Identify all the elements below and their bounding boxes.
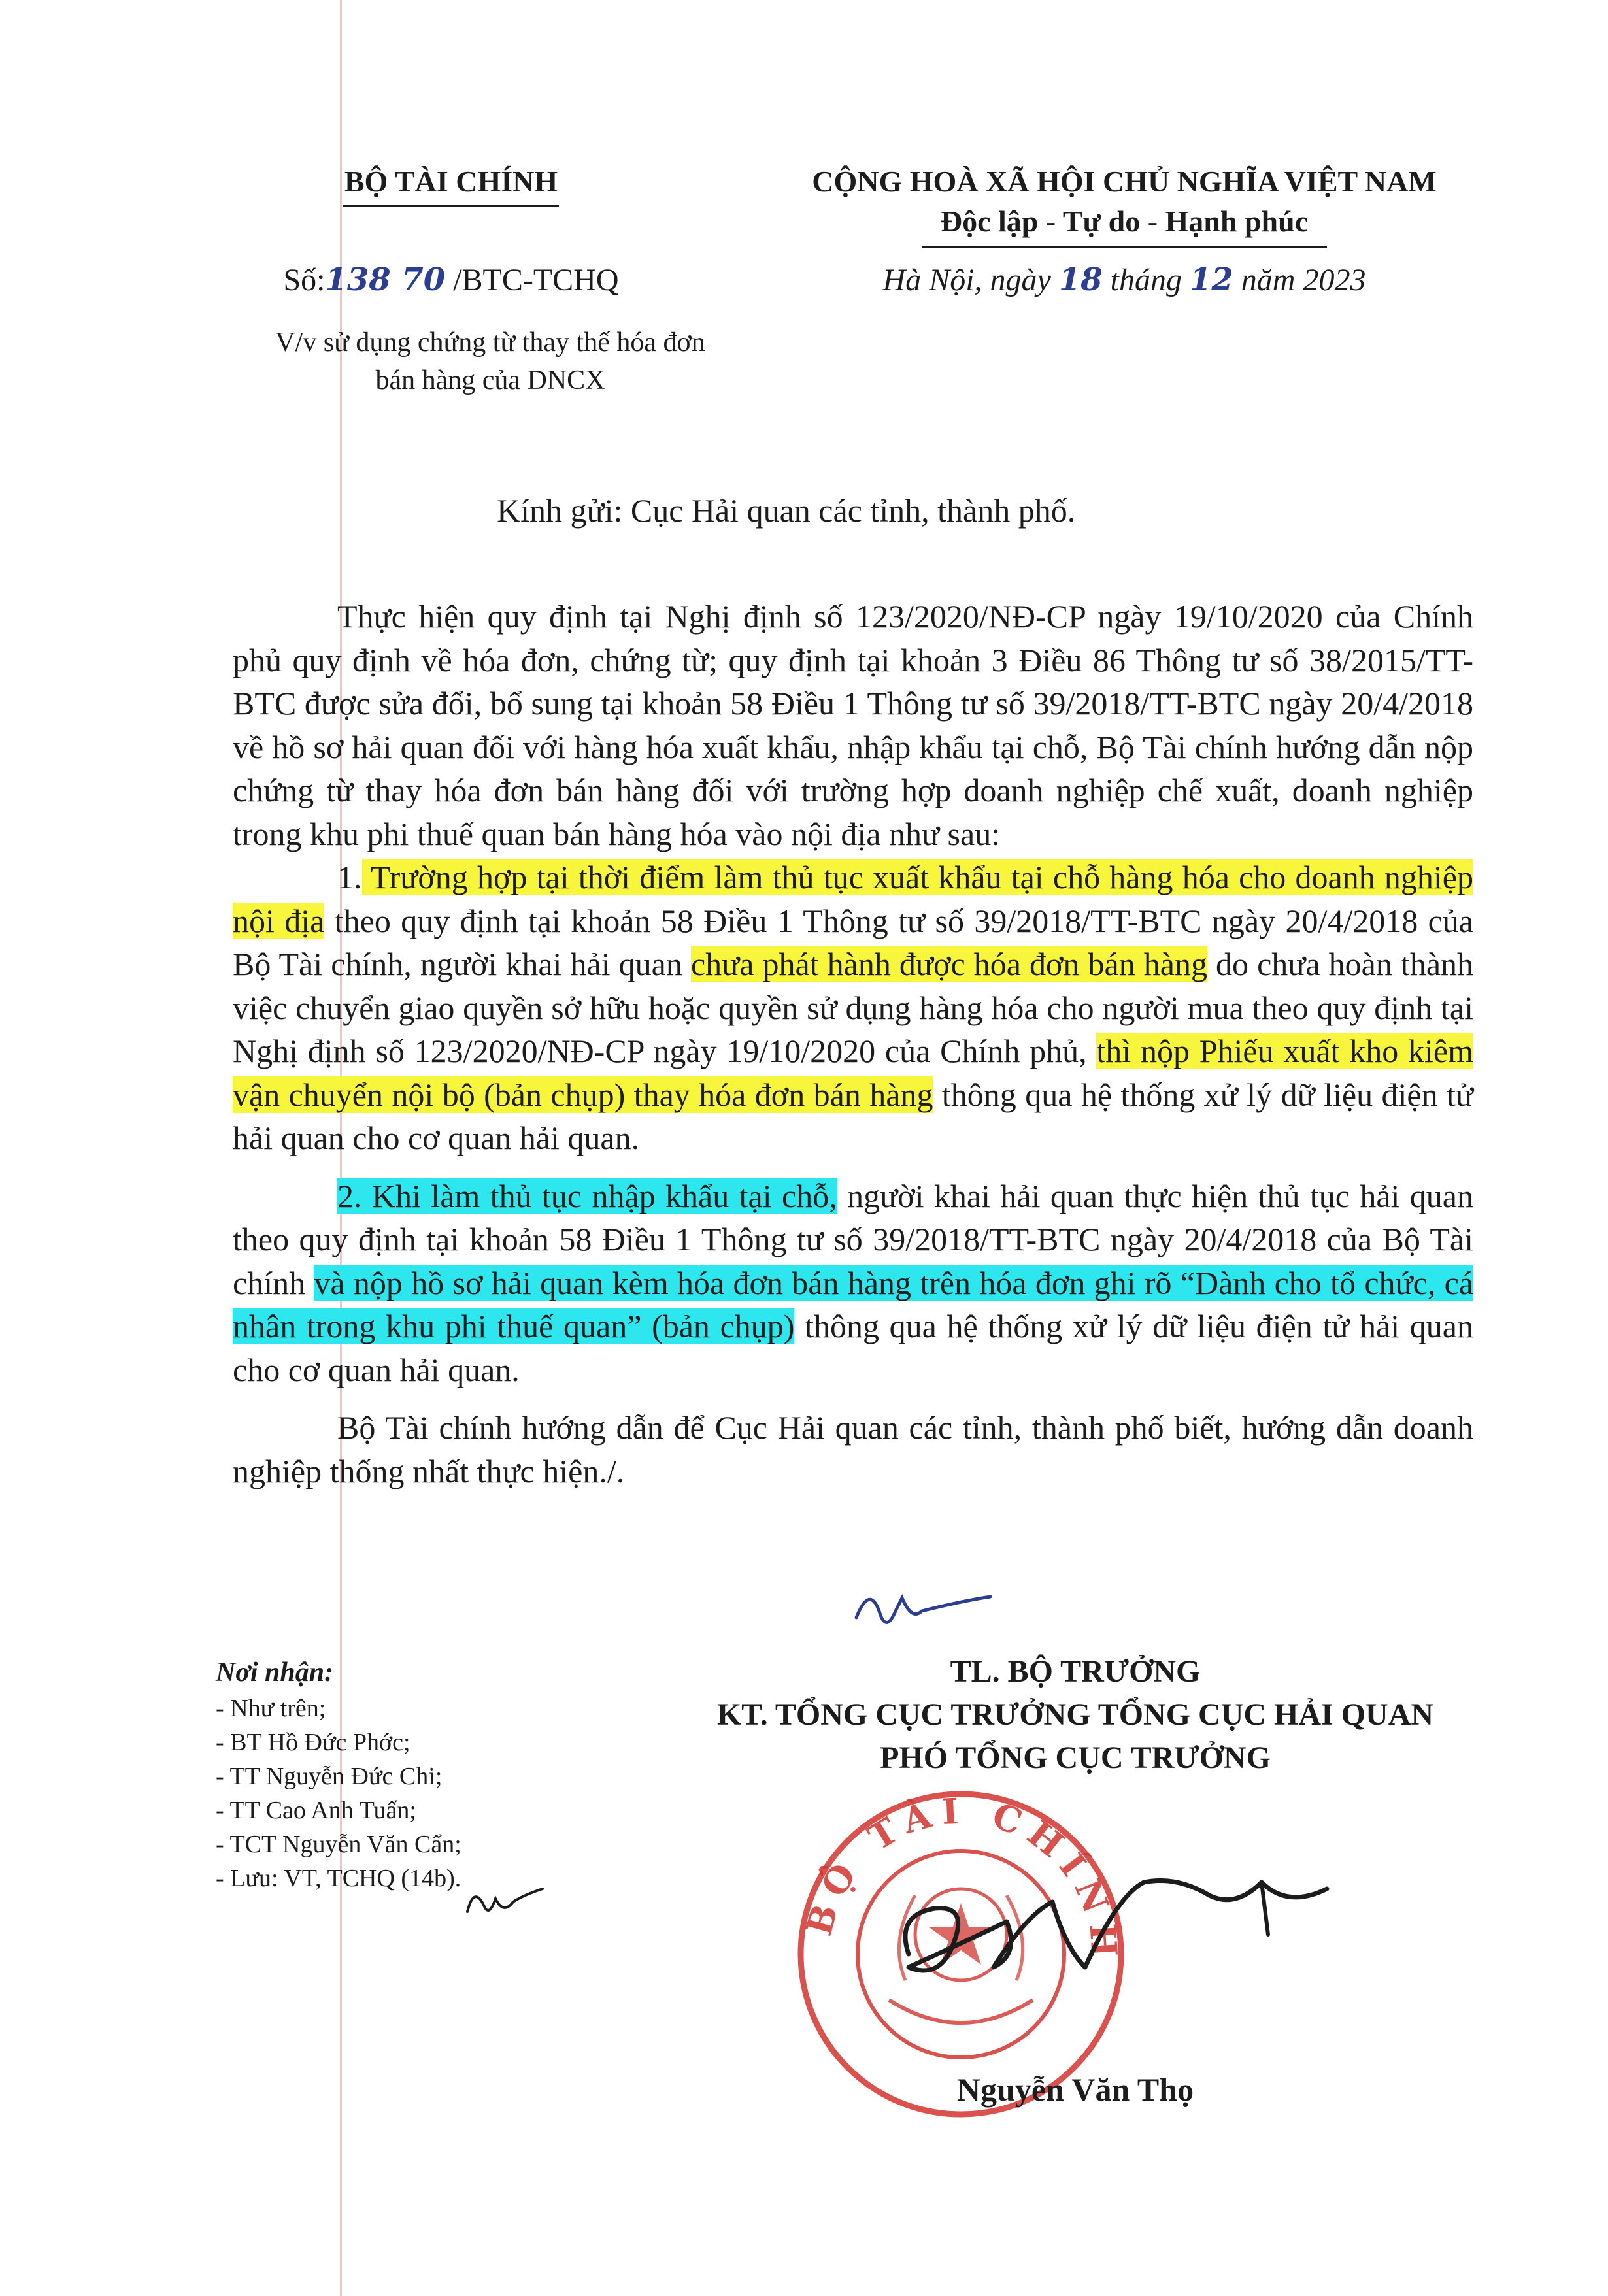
recipient-item: - TCT Nguyễn Văn Cẩn; <box>216 1831 461 1858</box>
p1-text-c: thông qua hệ thống xử lý dữ liệu điện tử hải quan cho cơ quan hải quan. <box>233 1076 1473 1156</box>
recipient-item: - Lưu: VT, TCHQ (14b). <box>216 1865 461 1892</box>
country-name: CỘNG HOÀ XÃ HỘI CHỦ NGHĨA VIỆT NAM <box>812 165 1437 198</box>
national-header <box>758 162 1490 248</box>
closing-paragraph: Bộ Tài chính hướng dẫn để Cục Hải quan các tỉnh, thành phố biết, hướng dẫn doanh nghiệp thống nhất thực hiện./. <box>233 1409 1473 1489</box>
place: Hà Nội, ngày <box>882 263 1059 297</box>
place-and-date <box>758 261 1490 298</box>
p1-number: 1. <box>337 859 362 895</box>
svg-text:BỘ TÀI CHÍNH: BỘ TÀI CHÍNH <box>797 1789 1126 1968</box>
issuer-header <box>235 162 667 207</box>
p2-highlight-a: 2. Khi làm thủ tục nhập khẩu tại chỗ, <box>337 1177 837 1214</box>
recipient-item: - BT Hồ Đức Phớc; <box>216 1729 410 1756</box>
handwritten-clerk-initial <box>458 1876 549 1928</box>
p1-highlight-b: chưa phát hành được hóa đơn bán hàng <box>690 946 1207 982</box>
header-underline-left <box>343 205 559 207</box>
paragraph-2 <box>233 1174 1473 1392</box>
p2-text-b: thông qua hệ thống xử lý dữ liệu điện tử hải quan cho cơ quan hải quan. <box>233 1308 1473 1388</box>
letter-body <box>233 595 1473 1493</box>
signer-name: Nguyễn Văn Thọ <box>956 2071 1194 2108</box>
year-label: năm 2023 <box>1233 263 1366 297</box>
recipient-item: - TT Nguyễn Đức Chi; <box>216 1763 443 1790</box>
handwritten-initial-mark <box>850 1572 994 1644</box>
addressee: Kính gửi: Cục Hải quan các tỉnh, thành phố. <box>497 492 1076 529</box>
header-underline-right <box>922 246 1327 248</box>
month-label: tháng <box>1102 263 1190 297</box>
handwritten-signature <box>869 1856 1340 2013</box>
doc-number-handwritten: 138 70 <box>325 261 446 298</box>
signature-block <box>641 1650 1510 1780</box>
intro-paragraph: Thực hiện quy định tại Nghị định số 123/2020/NĐ-CP ngày 19/10/2020 của Chính phủ quy định về hóa đơn, chứng từ; quy định tại khoản 3 Điều 86 Thông tư số 38/2015/TT-BTC được sửa đổi, bổ sung tại khoản 58 Điều 1 Thông tư số 39/2018/TT-BTC ngày 20/4/2018 về hồ sơ hải quan đối với hàng hóa xuất khẩu, nhập khẩu tại chỗ, Bộ Tài chính hướng dẫn nộp chứng từ thay hóa đơn bán hàng đối với trường hợp doanh nghiệp chế xuất, doanh nghiệp trong khu phi thuế quan bán hàng hóa vào nội địa như sau: <box>233 598 1473 852</box>
signer-title-1: TL. BỘ TRƯỞNG <box>950 1654 1201 1689</box>
recipients-title: Nơi nhận: <box>216 1657 334 1688</box>
doc-number-suffix: /BTC-TCHQ <box>445 263 619 297</box>
p1-text-a: theo quy định tại khoản 58 Điều 1 Thông tư số 39/2018/TT-BTC ngày 20/4/2018 của Bộ Tài chính, người khai hải quan <box>233 902 1473 982</box>
p1-highlight-c: thì nộp Phiếu xuất kho kiêm vận chuyển nội bộ (bản chụp) thay hóa đơn bán hàng <box>233 1033 1474 1113</box>
date-day: 18 <box>1058 261 1103 298</box>
document-number <box>235 261 667 298</box>
paragraph-1 <box>233 856 1473 1160</box>
recipient-item: - TT Cao Anh Tuấn; <box>216 1797 416 1824</box>
signer-title-2: KT. TỔNG CỤC TRƯỞNG TỔNG CỤC HẢI QUAN <box>716 1697 1434 1732</box>
p2-highlight-b: và nộp hồ sơ hải quan kèm hóa đơn bán hàng trên hóa đơn ghi rõ “Dành cho tổ chức, cá nhân trong khu phi thuế quan” (bản chụp) <box>233 1264 1473 1344</box>
p2-text-a: người khai hải quan thực hiện thủ tục hải quan theo quy định tại khoản 58 Điều 1 Thông tư số 39/2018/TT-BTC ngày 20/4/2018 của Bộ Tài chính <box>233 1177 1473 1301</box>
subject-summary <box>235 324 745 399</box>
date-month: 12 <box>1190 261 1233 298</box>
recipients-list <box>216 1654 634 1895</box>
doc-number-prefix: Số: <box>283 263 326 297</box>
p1-highlight-a: Trường hợp tại thời điểm làm thủ tục xuất khẩu tại chỗ hàng hóa cho doanh nghiệp nội địa <box>233 859 1473 939</box>
national-motto: Độc lập - Tự do - Hạnh phúc <box>940 205 1309 238</box>
signer-title-3: PHÓ TỔNG CỤC TRƯỞNG <box>880 1740 1271 1775</box>
p1-text-b: do chưa hoàn thành việc chuyển giao quyền sở hữu hoặc quyền sử dụng hàng hóa cho người mua theo quy định tại Nghị định số 123/2020/NĐ-CP ngày 19/10/2020 của Chính phủ, <box>233 946 1474 1069</box>
recipient-item: - Như trên; <box>216 1695 326 1722</box>
subject-line-2: bán hàng của DNCX <box>375 365 605 395</box>
subject-line-1: V/v sử dụng chứng từ thay thế hóa đơn <box>275 327 705 358</box>
ministry-name: BỘ TÀI CHÍNH <box>344 165 558 198</box>
